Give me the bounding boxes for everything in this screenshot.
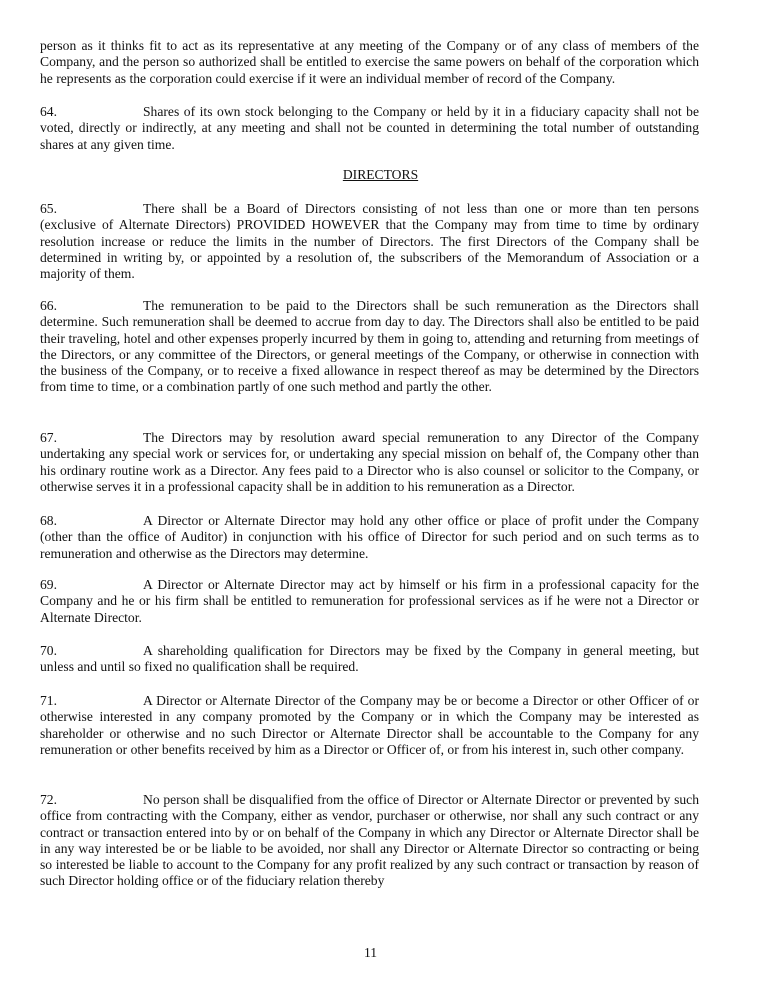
article-text: A Director or Alternate Director may hold any other office or place of profit under the Company (other than the office of Auditor) in conjunction with his office of Director for such period and on such terms as to remuneration and otherwise as the Directors may determine. [40,513,699,561]
article-number: 66. [40,298,57,313]
article-text: Shares of its own stock belonging to the Company or held by it in a fiduciary capacity shall not be voted, directly or indirectly, at any meeting and shall not be counted in determining the total number of outstanding shares at any given time. [40,104,699,152]
paragraph-continuation [40,38,699,87]
article-number: 65. [40,201,57,216]
article-68 [40,513,699,562]
article-text: A Director or Alternate Director may act by himself or his firm in a professional capacity for the Company and he or his firm shall be entitled to remuneration for professional services as if he were not a Director or Alternate Director. [40,577,699,625]
article-65 [40,201,699,282]
section-heading-text: DIRECTORS [342,167,419,182]
article-text: The remuneration to be paid to the Directors shall be such remuneration as the Directors shall determine. Such remuneration shall be deemed to accrue from day to day. The Directors shall also be entitled to be paid their traveling, hotel and other expenses properly incurred by them in going to, attending and returning from meetings of the Directors, or any committee of the Directors, or general meetings of the Company, or otherwise in connection with the business of the Company, or to receive a fixed allowance in respect thereof as may be determined by the Directors from time to time, or a combination partly of one such method and partly the other. [40,298,699,395]
article-number: 72. [40,792,57,807]
article-number: 68. [40,513,57,528]
article-number: 69. [40,577,57,592]
article-text: There shall be a Board of Directors consisting of not less than one or more than ten persons (exclusive of Alternate Directors) PROVIDED HOWEVER that the Company may from time to time by ordinary resolution increase or reduce the limits in the number of Directors. The first Directors of the Company shall be determined in writing by, or appointed by a resolution of, the subscribers of the Memorandum of Association or a majority of them. [40,201,699,282]
article-67 [40,430,699,495]
article-number: 64. [40,104,57,119]
article-69 [40,577,699,626]
section-heading [0,167,761,183]
article-text: A Director or Alternate Director of the Company may be or become a Director or other Officer of or otherwise interested in any company promoted by the Company or in which the Company may be interested as shareholder or otherwise and no such Director or Alternate Director shall be accountable to the Company for any remuneration or other benefits received by him as a Director or Officer of, or from his interest in, such other company. [40,693,699,757]
article-70 [40,643,699,676]
page-number: 11 [363,945,378,960]
article-64 [40,104,699,153]
article-66 [40,298,699,396]
article-text: The Directors may by resolution award special remuneration to any Director of the Company undertaking any special work or services for, or undertaking any special mission on behalf of, the Company other than his ordinary routine work as a Director. Any fees paid to a Director who is also counsel or solicitor to the Company, or otherwise serves it in a professional capacity shall be in addition to his remuneration as a Director. [40,430,699,494]
article-number: 67. [40,430,57,445]
article-text: A shareholding qualification for Directors may be fixed by the Company in general meeting, but unless and until so fixed no qualification shall be required. [40,643,699,675]
article-72 [40,792,699,890]
article-number: 71. [40,693,57,708]
paragraph-text: person as it thinks fit to act as its representative at any meeting of the Company or of any class of members of the Company, and the person so authorized shall be entitled to exercise the same powers on behalf of the corporation which he represents as the corporation could exercise if it were an individual member of record of the Company. [40,38,699,86]
article-text: No person shall be disqualified from the office of Director or Alternate Director or prevented by such office from contracting with the Company, either as vendor, purchaser or otherwise, nor shall any such contract or any contract or transaction entered into by or on behalf of the Company in which any Director or Alternate Director shall be in any way interested be or be liable to be avoided, nor shall any Director or Alternate Director so contracting or being so interested be liable to account to the Company for any profit realized by any such contract or transaction by reason of such Director holding office or of the fiduciary relation thereby [40,792,699,889]
article-number: 70. [40,643,57,658]
article-71 [40,693,699,758]
